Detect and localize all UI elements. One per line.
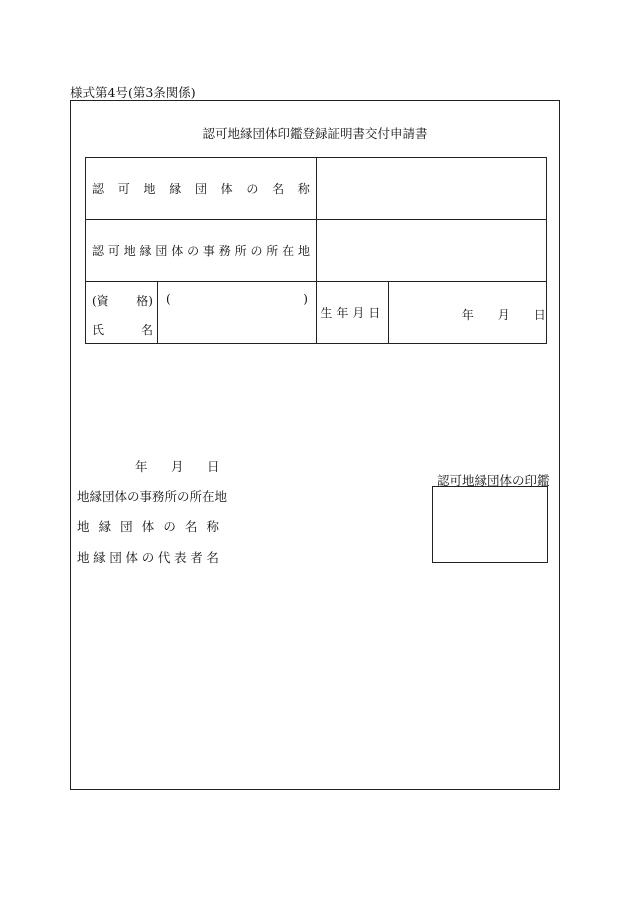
- applicant-representative-char: 代: [157, 550, 171, 565]
- applicant-representative-char: の: [141, 550, 155, 565]
- group-name-label-cell: [86, 158, 317, 220]
- applicant-representative-char: 名: [206, 550, 219, 565]
- office-address-label-char: 地: [297, 244, 310, 258]
- registration-info-table: [85, 157, 547, 344]
- birth-date-label: 生年月日: [316, 282, 388, 344]
- applicant-representative-char: 地: [77, 550, 90, 565]
- application-day-label: 日: [207, 459, 220, 474]
- applicant-representative-label: [77, 548, 219, 566]
- office-address-label-char: の: [187, 244, 200, 258]
- seal-box[interactable]: [432, 486, 548, 563]
- birth-day-label: 日: [533, 308, 546, 322]
- birth-date-input-cell[interactable]: [388, 282, 546, 344]
- form-number: 様式第4号(第3条関係): [70, 85, 196, 100]
- office-address-label-char: 事: [202, 244, 215, 258]
- office-address-label-char: 団: [155, 244, 168, 258]
- office-address-label-char: 縁: [139, 244, 152, 258]
- group-name-label-char: 可: [117, 182, 130, 196]
- office-address-label-char: 可: [107, 244, 120, 258]
- application-year-label: 年: [135, 459, 148, 474]
- group-name-label-char: 名: [272, 182, 285, 196]
- office-address-label-cell: [86, 220, 317, 282]
- group-name-label-char: 体: [220, 182, 233, 196]
- office-address-label-char: 認: [92, 244, 105, 258]
- office-address-label-char: 在: [282, 244, 295, 258]
- paren-open: (: [165, 292, 171, 306]
- office-address-label-char: 地: [123, 244, 136, 258]
- qualification-name-label-cell: [86, 282, 158, 344]
- applicant-representative-char: 表: [174, 550, 187, 565]
- application-month-label: 月: [171, 459, 184, 474]
- birth-year-label: 年: [461, 308, 474, 322]
- group-name-label-char: 縁: [169, 182, 182, 196]
- applicant-representative-char: 者: [190, 550, 203, 565]
- applicant-group-name-char: の: [163, 519, 176, 534]
- office-address-label-char: 所: [234, 244, 247, 258]
- applicant-group-name-char: 団: [120, 519, 133, 534]
- office-address-input-cell[interactable]: [316, 220, 546, 282]
- applicant-group-name-char: 地: [77, 519, 90, 534]
- qualification-open-label: (資: [92, 294, 109, 308]
- office-address-label-char: の: [250, 244, 263, 258]
- group-name-label-char: の: [246, 182, 259, 196]
- applicant-group-name-label: [77, 517, 219, 535]
- applicant-office-address-label: 地縁団体の事務所の所在地: [77, 489, 228, 504]
- seal-label: 認可地縁団体の印鑑: [437, 473, 550, 488]
- document-title: 認可地縁団体印鑑登録証明書交付申請書: [202, 126, 428, 141]
- qualification-name-input-cell[interactable]: [157, 282, 316, 344]
- applicant-representative-char: 縁: [93, 550, 106, 565]
- applicant-group-name-char: 体: [141, 519, 155, 534]
- group-name-label-char: 団: [194, 182, 207, 196]
- applicant-representative-char: 団: [109, 550, 122, 565]
- applicant-group-name-char: 称: [206, 519, 219, 534]
- paren-close: ): [303, 292, 308, 306]
- group-name-label-char: 地: [143, 182, 156, 196]
- group-name-label-char: 認: [92, 182, 105, 196]
- applicant-group-name-char: 名: [184, 519, 198, 534]
- office-address-label-char: 所: [266, 244, 279, 258]
- group-name-input-cell[interactable]: [316, 158, 546, 220]
- applicant-representative-char: 体: [125, 550, 139, 565]
- applicant-group-name-char: 縁: [98, 519, 112, 534]
- office-address-label-char: 務: [218, 244, 231, 258]
- office-address-label-char: 体: [171, 244, 184, 258]
- name-label-right: 名: [140, 323, 153, 337]
- group-name-label-char: 称: [297, 182, 310, 196]
- qualification-close-label: 格): [136, 294, 153, 308]
- name-label-left: 氏: [92, 323, 105, 337]
- birth-month-label: 月: [497, 308, 510, 322]
